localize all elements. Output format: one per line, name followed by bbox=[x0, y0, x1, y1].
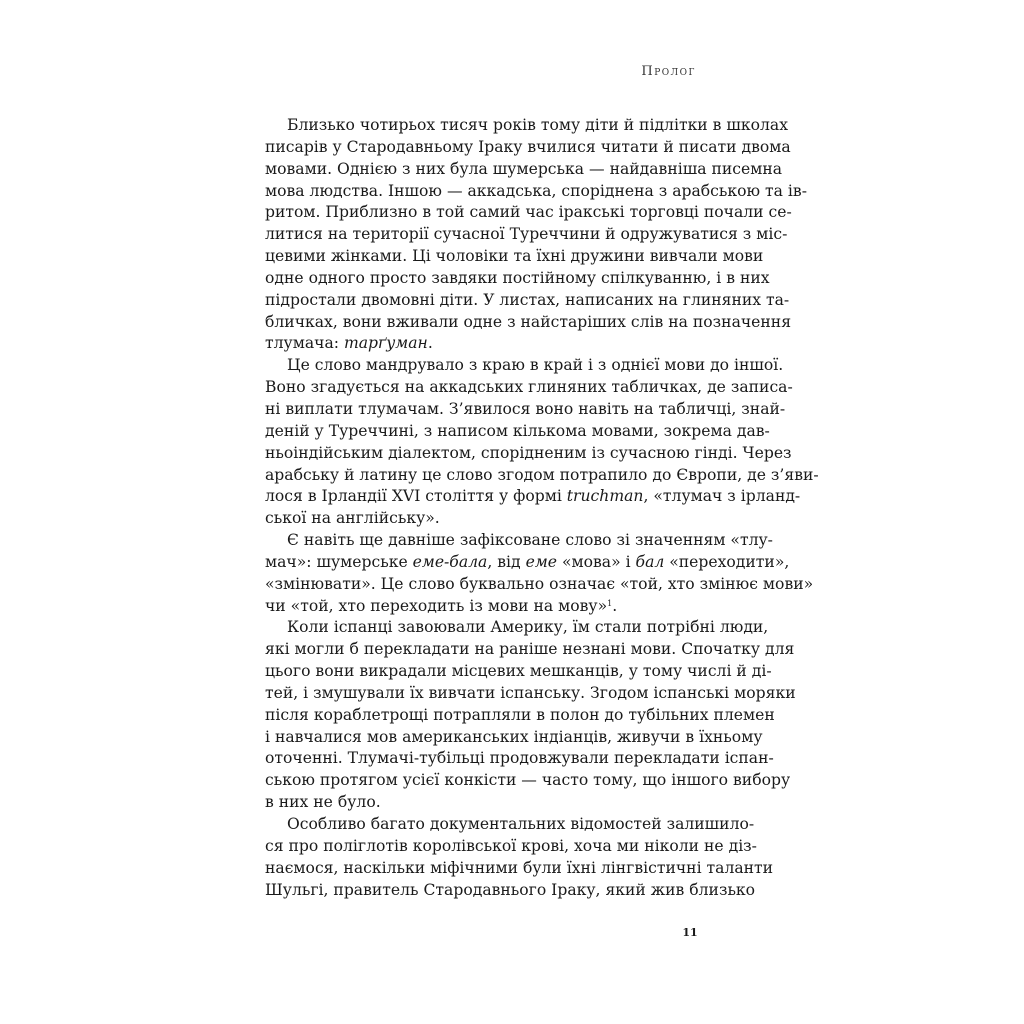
page-number: 11 bbox=[682, 926, 698, 939]
text-line bbox=[265, 333, 725, 355]
text-run: чи «той, хто переходить із мови на мову» bbox=[265, 596, 608, 615]
text-line: і навчалися мов американських індіанців, живучи в їхньому bbox=[265, 727, 763, 746]
text-line: оточенні. Тлумачі-тубільці продовжували перекладати іспан- bbox=[265, 749, 774, 768]
text-line: арабську й латину це слово згодом потрапило до Європи, де з’яви- bbox=[265, 465, 819, 484]
text-run: , «тлумач з ірланд- bbox=[643, 487, 801, 506]
italic-term: еме bbox=[525, 552, 557, 571]
text-line: ритом. Приблизно в той самий час іракські торговці почали се- bbox=[265, 203, 792, 222]
text-line: одне одного просто завдяки постійному спілкуванню, і в них bbox=[265, 268, 770, 287]
text-line: ні виплати тлумачам. З’явилося воно навіть на табличці, знай- bbox=[265, 399, 786, 418]
text-run: . bbox=[427, 334, 433, 353]
text-run: «мова» і bbox=[557, 552, 636, 571]
text-line: бличках, вони вживали одне з найстаріших слів на позначення bbox=[265, 312, 792, 331]
italic-term: еме-бала bbox=[412, 552, 488, 571]
text-line: підростали двомовні діти. У листах, написаних на глиняних та- bbox=[265, 290, 790, 309]
text-line: «змінювати». Це слово буквально означає «той, хто змінює мови» bbox=[265, 574, 814, 593]
text-line: писарів у Стародавньому Іраку вчилися читати й писати двома bbox=[265, 137, 791, 156]
text-line: литися на території сучасної Туреччини й одружуватися з міс- bbox=[265, 225, 788, 244]
text-run: лося в Ірландії XVI століття у формі bbox=[265, 487, 567, 506]
text-line: наємося, наскільки міфічними були їхні лінгвістичні таланти bbox=[265, 858, 774, 877]
text-line: в них не було. bbox=[265, 793, 381, 812]
text-line: Коли іспанці завоювали Америку, їм стали потрібні люди, bbox=[287, 618, 769, 637]
text-run: , від bbox=[487, 552, 526, 571]
footnote-reference[interactable]: 1 bbox=[607, 598, 613, 608]
text-run: . bbox=[612, 596, 618, 615]
text-run: «переходити», bbox=[664, 552, 790, 571]
text-line: цевими жінками. Ці чоловіки та їхні дружини вивчали мови bbox=[265, 247, 764, 266]
text-line bbox=[265, 486, 801, 508]
text-line: Особливо багато документальних відомостей залишило- bbox=[287, 815, 755, 833]
text-line: ської на англійську». bbox=[265, 509, 440, 528]
text-line: деній у Туреччині, з написом кількома мовами, зокрема дав- bbox=[265, 421, 770, 440]
text-line: Воно згадується на аккадських глиняних табличках, де записа- bbox=[265, 378, 793, 397]
text-line: Це слово мандрувало з краю в край і з однієї мови до іншої. bbox=[287, 356, 784, 375]
text-line: ньоіндійським діалектом, спорідненим із сучасною гінді. Через bbox=[265, 443, 792, 462]
text-line: мова людства. Іншою — аккадська, споріднена з арабською та ів- bbox=[265, 181, 807, 200]
text-line: які могли б перекладати на раніше незнані мови. Спочатку для bbox=[265, 640, 795, 659]
running-head: Пролог bbox=[641, 64, 696, 79]
text-line: Є навіть ще давніше зафіксоване слово зі значенням «тлу- bbox=[287, 531, 773, 550]
text-line: після кораблетрощі потрапляли в полон до тубільних племен bbox=[265, 705, 775, 724]
text-line bbox=[265, 552, 790, 574]
text-line: тей, і змушували їх вивчати іспанську. Згодом іспанські моряки bbox=[265, 683, 796, 702]
text-line: Близько чотирьох тисяч років тому діти й підлітки в школах bbox=[287, 116, 789, 134]
text-line: цього вони викрадали місцевих мешканців, у тому числі й ді- bbox=[265, 662, 772, 681]
italic-term: бал bbox=[635, 552, 665, 571]
body-text bbox=[265, 115, 819, 901]
text-line bbox=[265, 596, 725, 618]
text-line: ся про поліглотів королівської крові, хоча ми ніколи не діз- bbox=[265, 836, 757, 855]
text-line: мовами. Однією з них була шумерська — найдавніша писемна bbox=[265, 159, 783, 178]
italic-term: truchman bbox=[566, 487, 644, 506]
text-line: ською протягом усієї конкісти — часто тому, що іншого вибору bbox=[265, 771, 791, 790]
text-run: тлумача: bbox=[265, 334, 344, 353]
text-run: мач»: шумерське bbox=[265, 552, 413, 571]
text-line: Шульгі, правитель Стародавнього Іраку, який жив близько bbox=[265, 880, 756, 899]
italic-term: тарґуман bbox=[343, 334, 428, 353]
